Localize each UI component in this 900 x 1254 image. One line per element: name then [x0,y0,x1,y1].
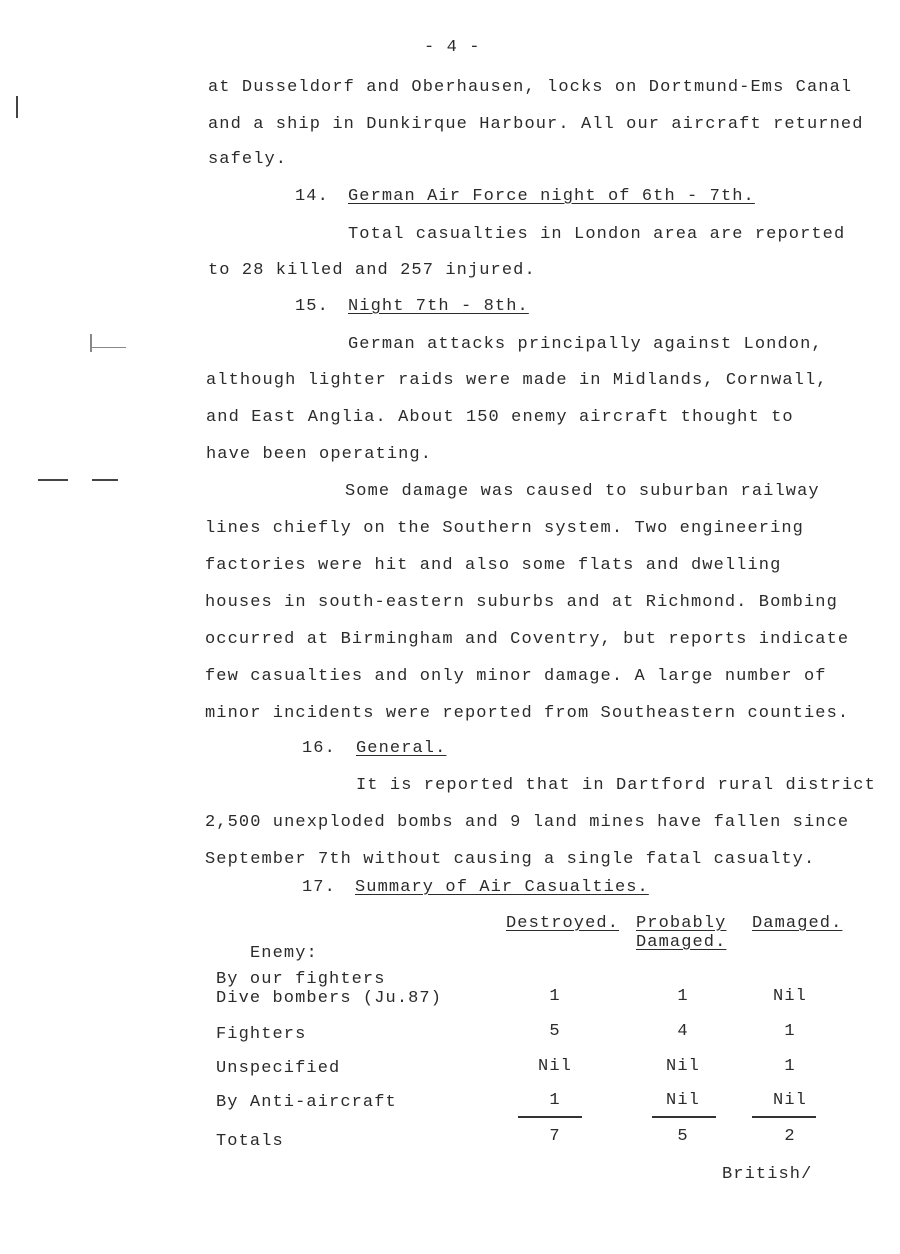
section-number: 14. [295,187,329,206]
cell-probably: Nil [666,1057,700,1076]
body-line: factories were hit and also some flats and dwelling [205,556,782,575]
margin-dash [38,479,68,481]
section-heading: German Air Force night of 6th - 7th. [348,187,755,206]
section-heading: General. [356,739,447,758]
cell-probably: Nil [666,1091,700,1110]
body-line: few casualties and only minor damage. A large number of [205,667,827,686]
body-line: It is reported that in Dartford rural district [356,776,876,795]
cell-probably: 1 [677,987,689,1006]
column-header-destroyed: Destroyed. [506,914,620,933]
body-line: Total casualties in London area are reported [348,225,846,244]
total-probably: 5 [677,1127,689,1146]
margin-dash [92,479,118,481]
body-line: safely. [208,150,288,169]
section-number: 16. [302,739,336,758]
total-damaged: 2 [784,1127,796,1146]
cell-damaged: 1 [784,1057,796,1076]
cell-destroyed: 1 [549,987,561,1006]
body-line: 2,500 unexploded bombs and 9 land mines have fallen since [205,813,850,832]
body-line: September 7th without causing a single fatal casualty. [205,850,816,869]
row-label: By Anti-aircraft [216,1093,397,1112]
body-line: houses in south-eastern suburbs and at Richmond. Bombing [205,593,838,612]
body-line: at Dusseldorf and Oberhausen, locks on Dortmund-Ems Canal [208,78,853,97]
body-line: German attacks principally against London, [348,335,823,354]
section-heading: Night 7th - 8th. [348,297,529,316]
section-heading: Summary of Air Casualties. [355,878,649,897]
section-number: 17. [302,878,336,897]
total-destroyed: 7 [549,1127,561,1146]
row-label: Fighters [216,1025,307,1044]
body-line: occurred at Birmingham and Coventry, but reports indicate [205,630,850,649]
continuation-word: British/ [722,1165,813,1184]
body-line: although lighter raids were made in Midlands, Cornwall, [206,371,828,390]
cell-destroyed: 1 [549,1091,561,1110]
body-line: minor incidents were reported from Southeastern counties. [205,704,850,723]
body-line: and East Anglia. About 150 enemy aircraft thought to [206,408,794,427]
cell-damaged: Nil [773,1091,807,1110]
total-rule [652,1116,716,1118]
margin-mark [92,347,126,348]
total-rule [752,1116,816,1118]
group-label: Enemy: [250,944,318,963]
body-line: to 28 killed and 257 injured. [208,261,536,280]
section-number: 15. [295,297,329,316]
body-line: lines chiefly on the Southern system. Two engineering [205,519,804,538]
body-line: and a ship in Dunkirque Harbour. All our aircraft returned [208,115,864,134]
body-line: have been operating. [206,445,433,464]
total-rule [518,1116,582,1118]
column-header-probably-damaged: Damaged. [636,933,727,952]
row-label: Dive bombers (Ju.87) [216,989,443,1008]
cell-destroyed: Nil [538,1057,572,1076]
margin-mark [90,334,92,352]
totals-label: Totals [216,1132,284,1151]
column-header-probably: Probably [636,914,727,933]
row-label: Unspecified [216,1059,341,1078]
cell-destroyed: 5 [549,1022,561,1041]
cell-damaged: Nil [773,987,807,1006]
page-number: - 4 - [424,38,481,57]
cell-damaged: 1 [784,1022,796,1041]
margin-mark [16,96,18,118]
body-line: Some damage was caused to suburban railway [345,482,820,501]
cell-probably: 4 [677,1022,689,1041]
subgroup-label: By our fighters [216,970,386,989]
column-header-damaged: Damaged. [752,914,843,933]
